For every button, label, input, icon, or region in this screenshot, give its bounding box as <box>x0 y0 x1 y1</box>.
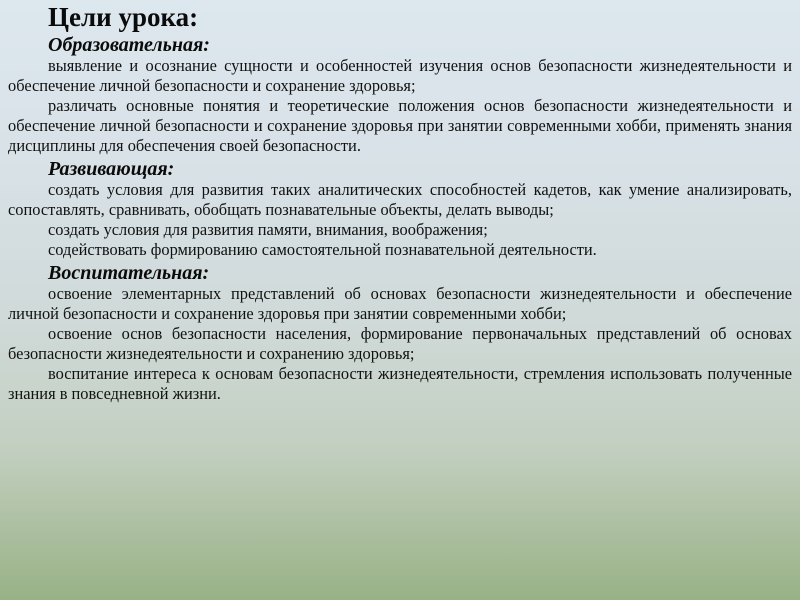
educational-goal-1: выявление и осознание сущности и особенностей изучения основ безопасности жизнедеятельности и обеспечение личной безопасности и сохранение здоровья; <box>8 56 792 95</box>
page-title: Цели урока: <box>48 2 199 32</box>
section-heading-educational: Образовательная: <box>48 34 210 56</box>
section-heading-upbringing: Воспитательная: <box>48 262 210 284</box>
upbringing-goal-2: освоение основ безопасности населения, формирование первоначальных представлений об основах безопасности жизнедеятельности и сохранению здоровья; <box>8 324 792 363</box>
section-upbringing <box>8 262 792 404</box>
developing-goal-3: содействовать формированию самостоятельной познавательной деятельности. <box>48 240 597 259</box>
upbringing-goal-1: освоение элементарных представлений об основах безопасности жизнедеятельности и обеспечение личной безопасности и сохранение здоровья при занятии современными хобби; <box>8 284 792 323</box>
developing-goal-1: создать условия для развития таких аналитических способностей кадетов, как умение анализировать, сопоставлять, сравнивать, обобщать познавательные объекты, делать выводы; <box>8 180 792 219</box>
upbringing-goal-3: воспитание интереса к основам безопасности жизнедеятельности, стремления использовать полученные знания в повседневной жизни. <box>8 364 792 403</box>
educational-goal-2: различать основные понятия и теоретические положения основ безопасности жизнедеятельности и обеспечение личной безопасности и сохранение здоровья при занятии современными хобби, применять знания дисциплины для обеспечения своей безопасности. <box>8 96 792 155</box>
section-heading-developing: Развивающая: <box>48 158 175 180</box>
section-educational <box>8 34 792 156</box>
slide-content <box>8 2 792 404</box>
section-developing <box>8 158 792 260</box>
developing-goal-2: создать условия для развития памяти, внимания, воображения; <box>48 220 488 239</box>
